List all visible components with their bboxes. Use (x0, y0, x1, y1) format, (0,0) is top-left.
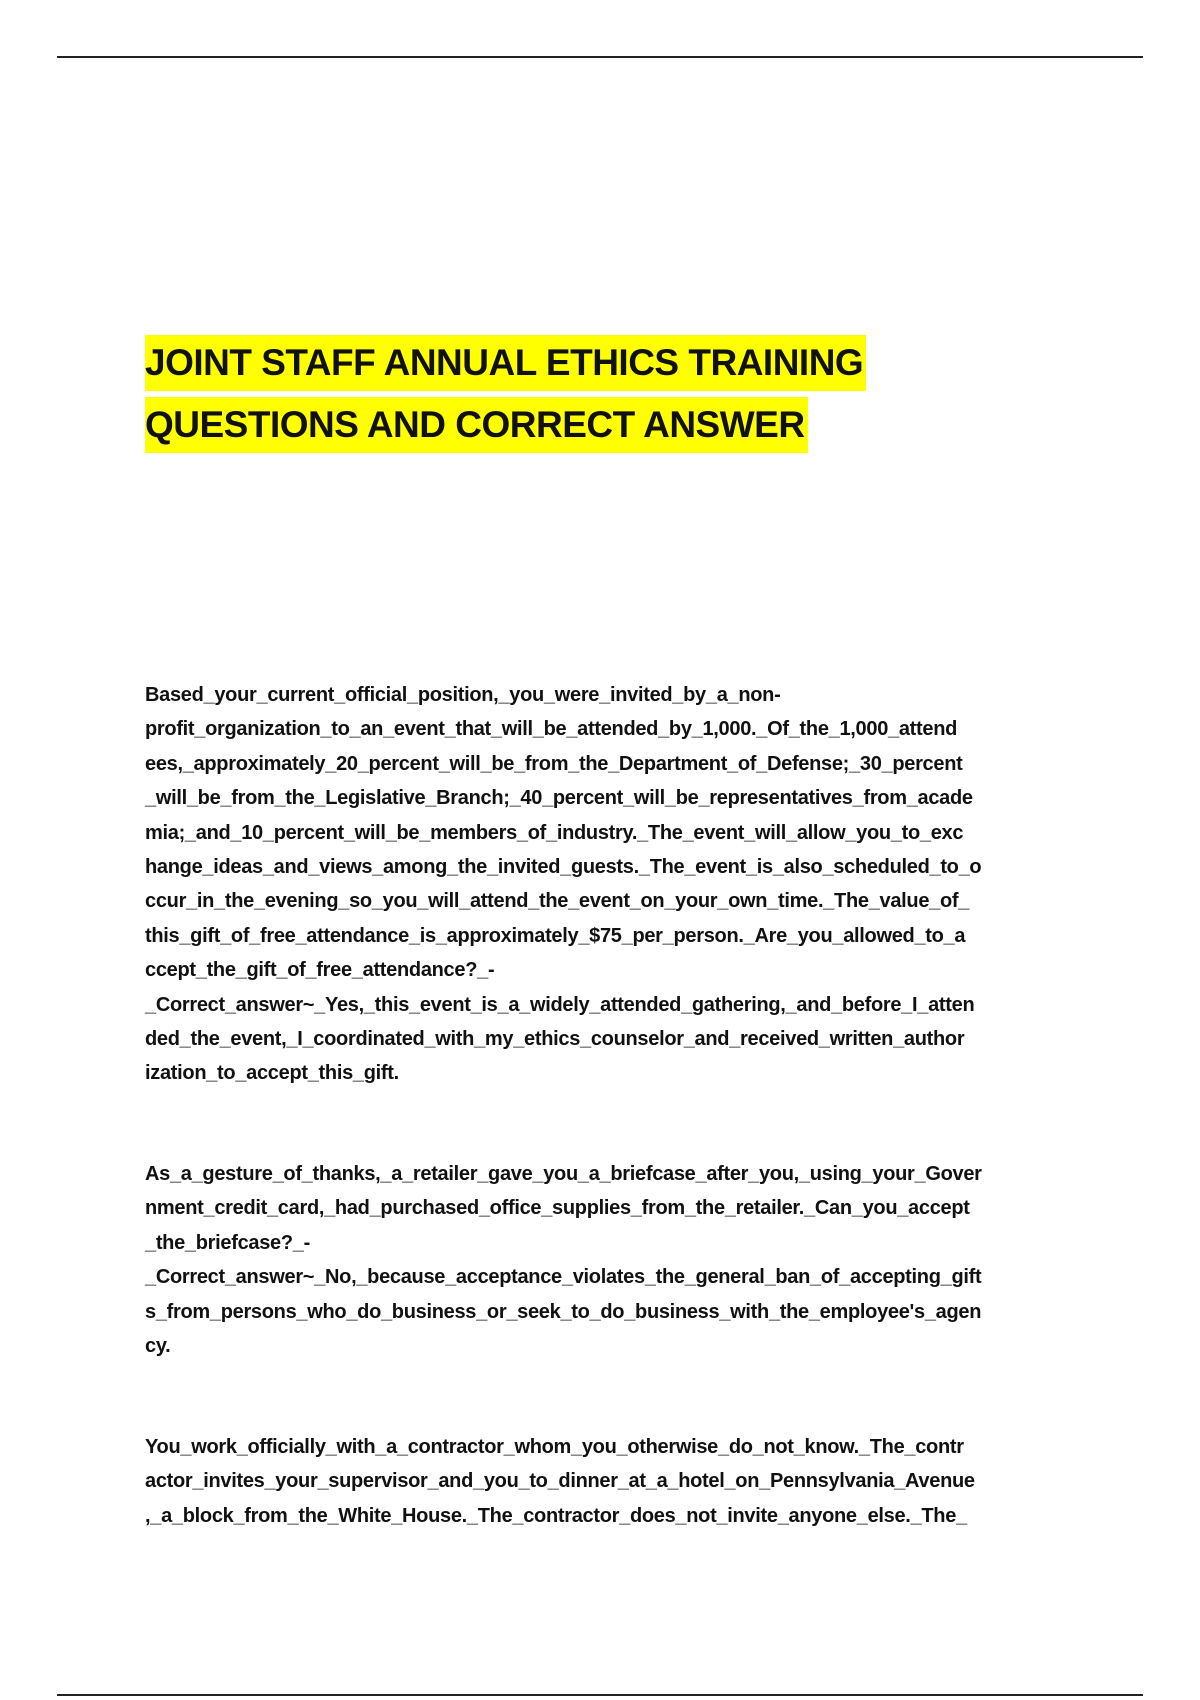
qa-item-3 (145, 1430, 1057, 1533)
text-line: You_work_officially_with_a_contractor_whom_you_otherwise_do_not_know._The_contr (145, 1436, 964, 1458)
answer-line: cy. (145, 1335, 171, 1358)
text-line: _the_briefcase?_- (145, 1231, 310, 1254)
top-rule (57, 56, 1143, 58)
text-line: nment_credit_card,_had_purchased_office_supplies_from_the_retailer._Can_you_accept (145, 1197, 970, 1220)
answer-line: s_from_persons_who_do_business_or_seek_to_do_business_with_the_employee's_agen (145, 1300, 982, 1323)
answer-line: _Correct_answer~_No,_because_acceptance_violates_the_general_ban_of_accepting_gift (145, 1266, 982, 1289)
text-line: ccept_the_gift_of_free_attendance?_- (145, 959, 495, 982)
qa-item-1 (145, 678, 1057, 1091)
title-line-2: QUESTIONS AND CORRECT ANSWER (145, 397, 808, 453)
text-line: ccur_in_the_evening_so_you_will_attend_the_event_on_your_own_time._The_value_of_ (145, 890, 970, 913)
document-title (145, 335, 1045, 459)
text-line: Based_your_current_official_position,_you_were_invited_by_a_non- (145, 684, 781, 706)
answer-line: ization_to_accept_this_gift. (145, 1062, 399, 1085)
qa-item-2 (145, 1157, 1057, 1363)
text-line: ,_a_block_from_the_White_House._The_contractor_does_not_invite_anyone_else._The_ (145, 1504, 967, 1527)
text-line: _will_be_from_the_Legislative_Branch;_40_percent_will_be_representatives_from_acade (145, 787, 973, 810)
text-line: ees,_approximately_20_percent_will_be_from_the_Department_of_Defense;_30_percent (145, 752, 963, 775)
text-line: this_gift_of_free_attendance_is_approximately_$75_per_person._Are_you_allowed_to_a (145, 924, 966, 947)
bottom-rule (57, 1694, 1143, 1696)
answer-line: _Correct_answer~_Yes,_this_event_is_a_widely_attended_gathering,_and_before_I_atten (145, 993, 975, 1016)
title-line-1: JOINT STAFF ANNUAL ETHICS TRAINING (145, 335, 866, 391)
answer-line: ded_the_event,_I_coordinated_with_my_ethics_counselor_and_received_written_author (145, 1028, 965, 1051)
text-line: profit_organization_to_an_event_that_will_be_attended_by_1,000._Of_the_1,000_attend (145, 718, 958, 741)
text-line: As_a_gesture_of_thanks,_a_retailer_gave_you_a_briefcase_after_you,_using_your_Gover (145, 1163, 982, 1185)
text-line: mia;_and_10_percent_will_be_members_of_industry._The_event_will_allow_you_to_exc (145, 821, 964, 844)
text-line: actor_invites_your_supervisor_and_you_to_dinner_at_a_hotel_on_Pennsylvania_Avenue (145, 1470, 975, 1493)
text-line: hange_ideas_and_views_among_the_invited_guests._The_event_is_also_scheduled_to_o (145, 856, 982, 879)
